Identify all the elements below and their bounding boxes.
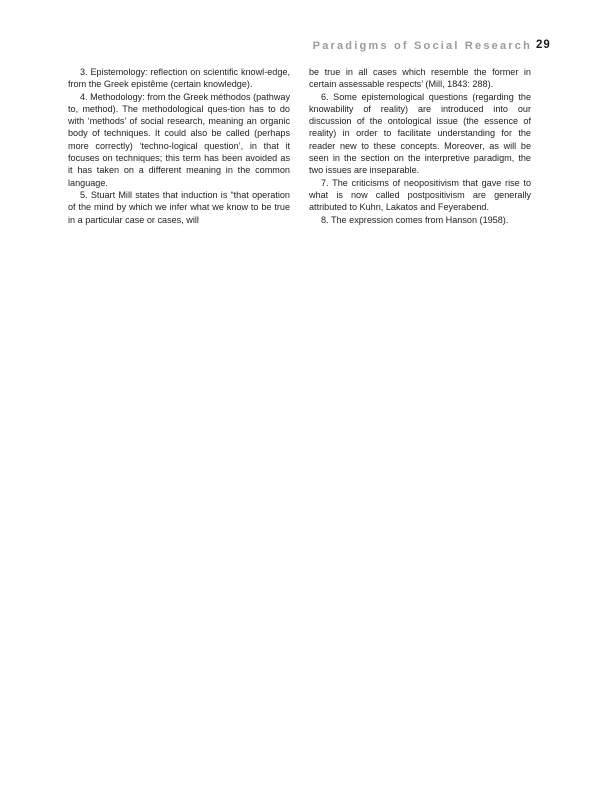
endnote-6: 6. Some epistemological questions (regarding the knowability of reality) are introduced into our discussion of the ontological issue (the essence of reality) in order to facilitate understanding for the reader new to these concepts. Moreover, as will be seen in the section on the interpretive paradigm, the two issues are inseparable.	[309, 91, 531, 176]
endnote-4: 4. Methodology: from the Greek méthodos (pathway to, method). The methodological ques-tion has to do with ‘methods’ of social research, meaning an organic body of techniques. It could also be called (perhaps more correctly) ‘techno-logical question’, in that it focuses on techniques; this term has been avoided as it has taken on a different meaning in the common language.	[68, 91, 290, 188]
endnote-5: 5. Stuart Mill states that induction is “that operation of the mind by which we infer what we know to be true in a particular case or cases, will	[68, 189, 290, 225]
notes-column-right	[309, 66, 531, 226]
running-head	[313, 40, 532, 52]
page-number: 29	[536, 39, 551, 51]
notes-column-left	[68, 66, 290, 226]
running-title: Paradigms of Social Research	[312, 40, 532, 52]
endnote-3: 3. Epistemology: reflection on scientific knowl-edge, from the Greek epistême (certain knowledge).	[68, 67, 290, 90]
endnote-5-continued: be true in all cases which resemble the former in certain assessable respects’ (Mill, 1843: 288).	[309, 67, 531, 90]
endnote-8: 8. The expression comes from Hanson (1958).	[321, 214, 509, 225]
endnote-7: 7. The criticisms of neopositivism that gave rise to what is now called postpositivism are generally attributed to Kuhn, Lakatos and Feyerabend.	[309, 177, 531, 213]
